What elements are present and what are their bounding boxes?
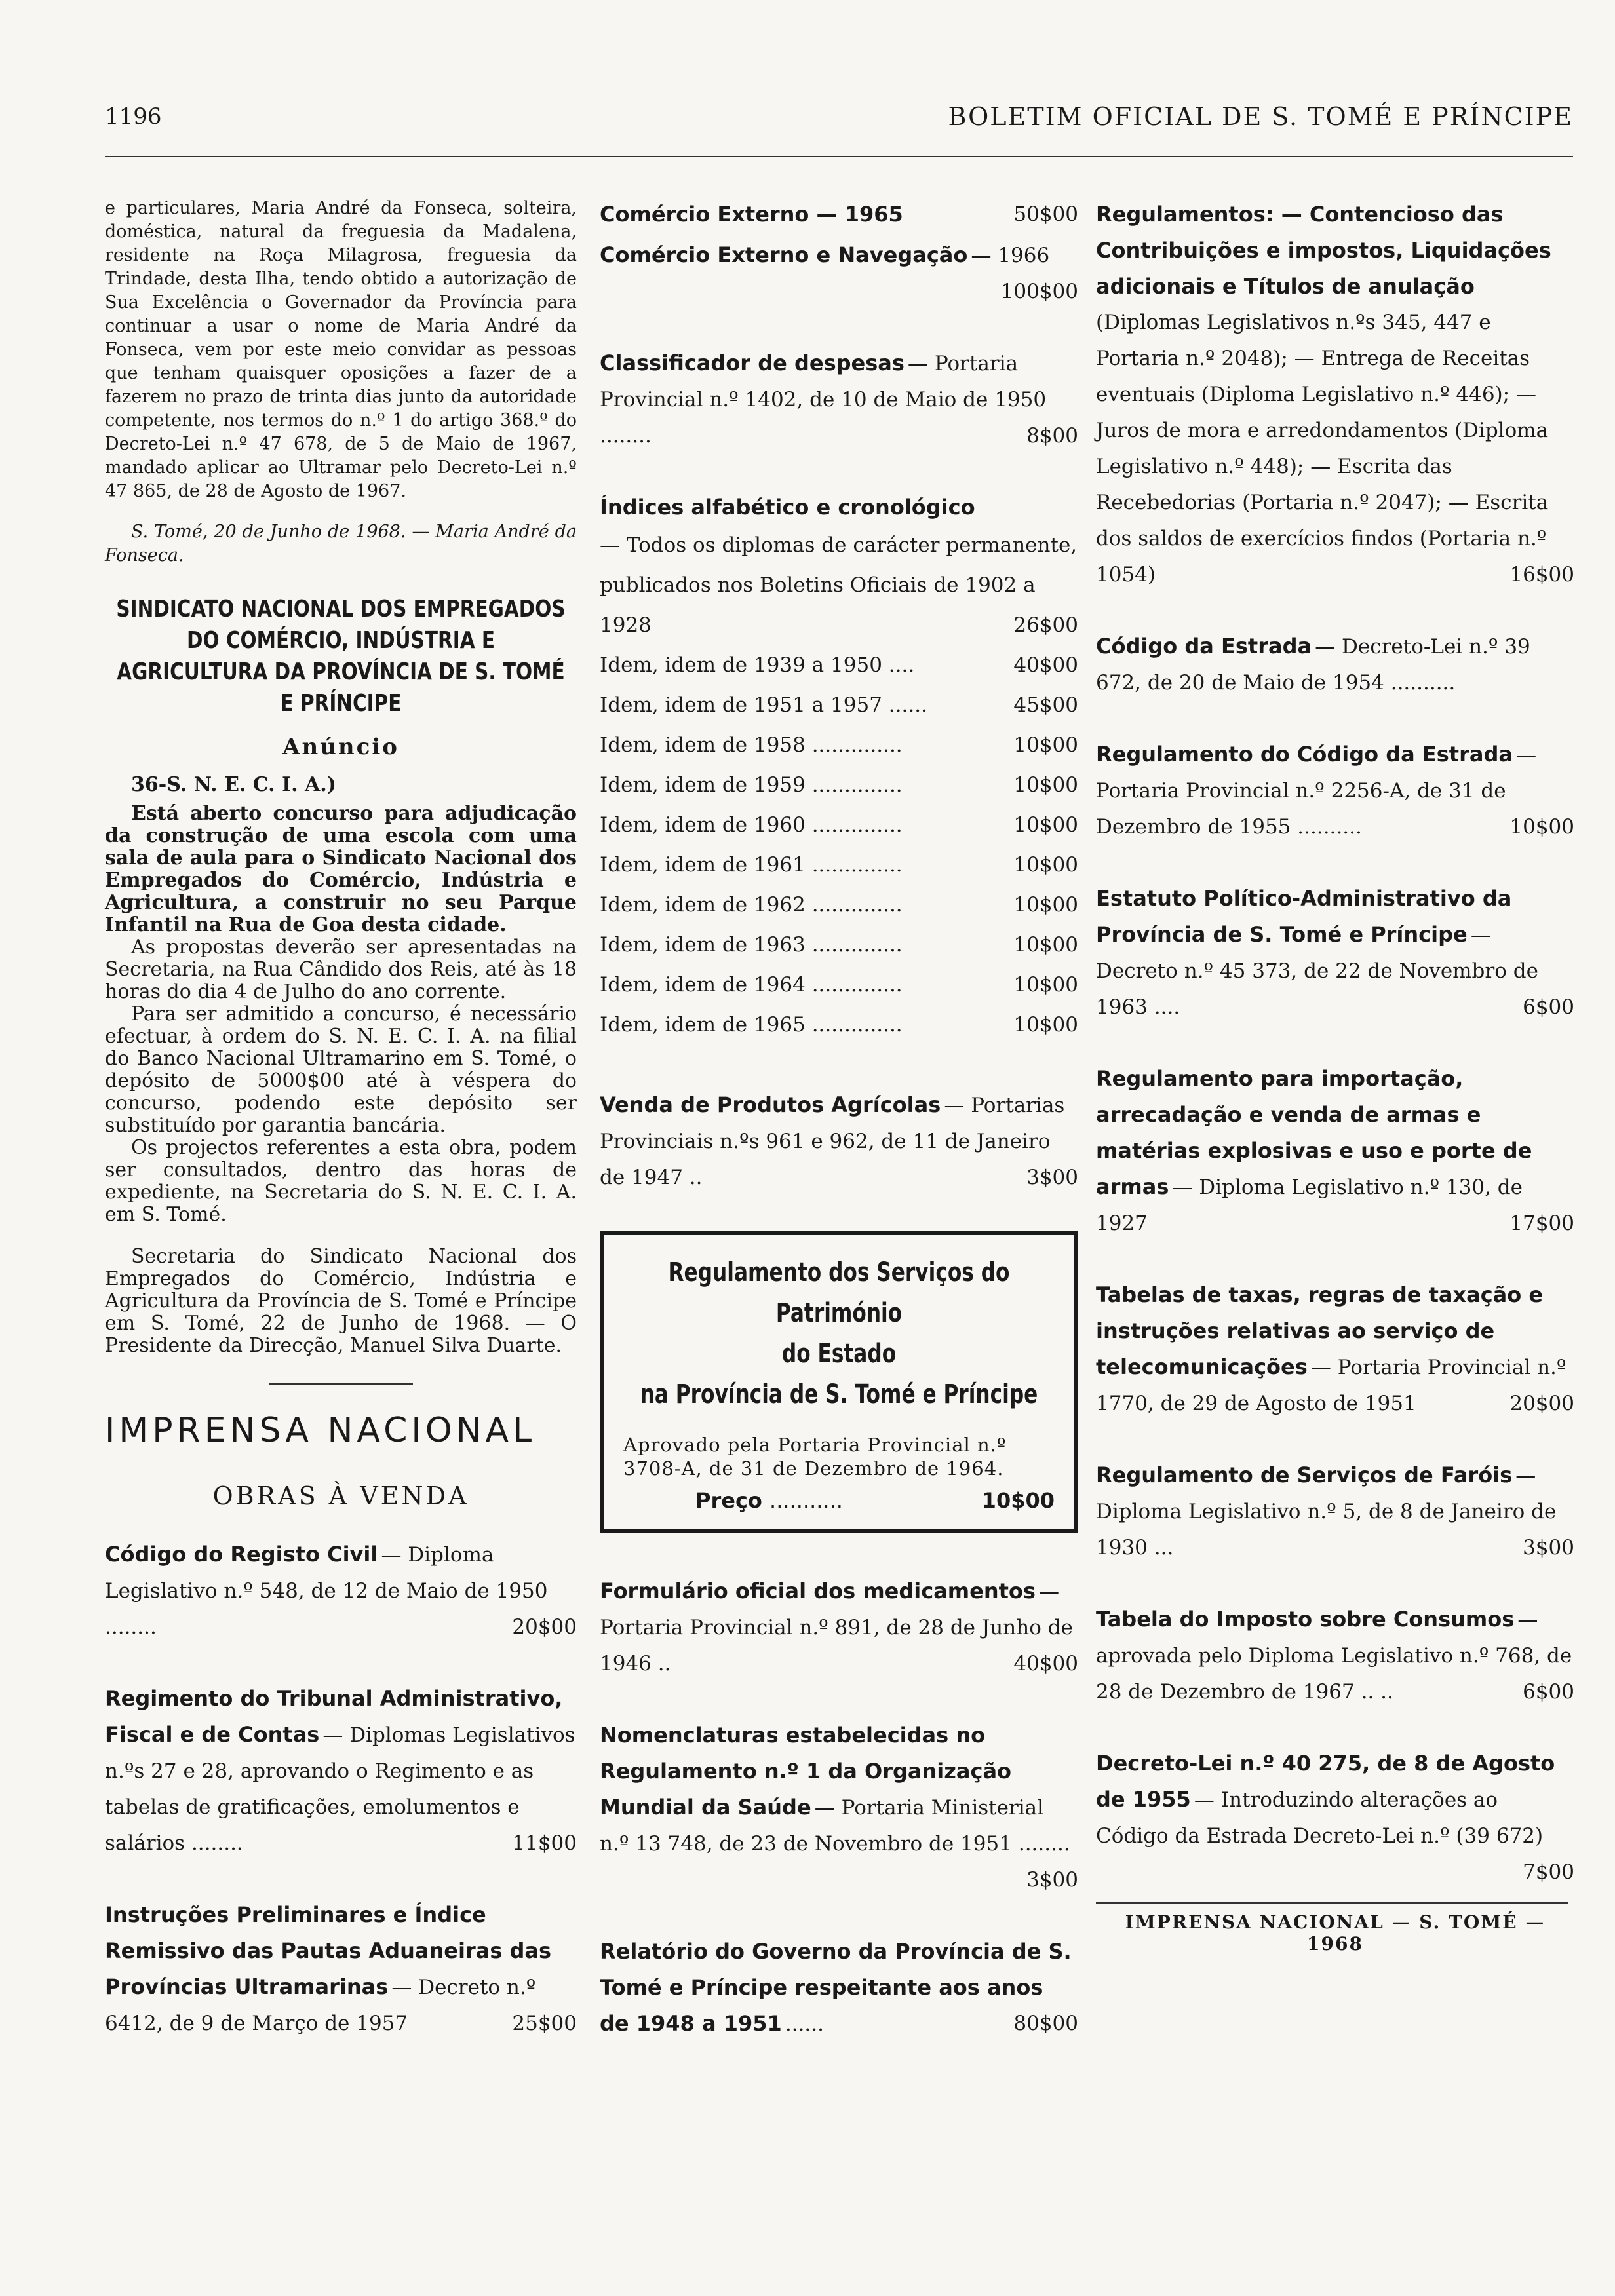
index-entry xyxy=(600,489,1078,645)
index-list xyxy=(600,645,1078,1045)
catalog-entry: Classificador de despesas — Portaria Provincial n.º 1402, de 10 de Maio de 1950 ........ 8$00 xyxy=(600,345,1078,454)
index-line-price: 10$00 xyxy=(1013,773,1078,797)
page-header xyxy=(105,98,1573,138)
entry-title: Nomenclaturas estabelecidas no Regulamento n.º 1 da Organização Mundial da Saúde xyxy=(600,1723,1012,1820)
obras-heading: OBRAS À VENDA xyxy=(212,1482,469,1510)
index-line-price: 10$00 xyxy=(1013,1013,1078,1037)
index-line-label: Idem, idem de 1951 a 1957 xyxy=(600,693,882,717)
index-line-label: Idem, idem de 1959 xyxy=(600,773,806,797)
entry-price: 50$00 xyxy=(1013,202,1078,226)
entry-price: 8$00 xyxy=(1026,424,1078,448)
colophon: IMPRENSA NACIONAL — S. TOMÉ — 1968 xyxy=(1125,1911,1546,1955)
catalog-entry xyxy=(1096,1277,1574,1422)
entry-desc: — Diploma Legislativo n.º 5, de 8 de Janeiro de 1930 xyxy=(1096,1464,1557,1559)
entry-price: 6$00 xyxy=(1523,1680,1574,1704)
entry-title: Estatuto Político-Administrativo da Província de S. Tomé e Príncipe xyxy=(1096,886,1512,947)
catalog-entry: Tabela do Imposto sobre Consumos — aprovada pelo Diploma Legislativo n.º 768, de 28 de Dezembro de 1967 .. .. 6$00 xyxy=(1096,1601,1574,1710)
entry-title: Código do Registo Civil xyxy=(105,1542,378,1567)
catalog-entry: Venda de Produtos Agrícolas — Portarias Provinciais n.ºs 961 e 962, de 11 de Janeiro de 1947 .. 3$00 xyxy=(600,1087,1078,1196)
catalog-entry: Código do Registo Civil — Diploma Legislativo n.º 548, de 12 de Maio de 1950 ........ 20$00 xyxy=(105,1537,577,1645)
catalog-entry xyxy=(1096,1746,1574,1890)
entry-price: 20$00 xyxy=(1509,1392,1574,1415)
notice-paragraph: Secretaria do Sindicato Nacional dos Empregados do Comércio, Indústria e Agricultura da Província de S. Tomé e Príncipe em S. Tomé, 22 de Junho de 1968. — O Presidente da Direcção, Manuel Silva Duarte. xyxy=(105,1245,577,1357)
notice-signoff: S. Tomé, 20 de Junho de 1968. — Maria André da Fonseca. xyxy=(105,522,577,565)
catalog-entry xyxy=(600,237,1078,310)
entry-price: 3$00 xyxy=(1523,1536,1574,1559)
entry-desc: — Portaria Ministerial n.º 13 748, de 23 de Novembro de 1951 xyxy=(600,1796,1044,1856)
index-line: Idem, idem de 1951 a 1957 ...... 45$00 xyxy=(600,685,1078,725)
page-number: 1196 xyxy=(105,104,162,130)
entry-desc: — Portarias Provinciais n.ºs 961 e 962, de 11 de Janeiro de 1947 xyxy=(600,1094,1065,1189)
entry-desc: — Diploma Legislativo n.º 548, de 12 de Maio de 1950 xyxy=(105,1543,548,1603)
entry-title: Comércio Externo e Navegação xyxy=(600,242,968,267)
index-line-price: 10$00 xyxy=(1013,853,1078,877)
box-title-line: do Estado xyxy=(781,1339,897,1369)
entry-desc: — Portaria Provincial n.º 891, de 28 de Junho de 1946 xyxy=(600,1580,1073,1675)
entry-title: Venda de Produtos Agrícolas xyxy=(600,1092,941,1117)
entry-title: Decreto-Lei n.º 40 275, de 8 de Agosto de 1955 xyxy=(1096,1751,1555,1812)
entry-title: Relatório do Governo da Província de S. Tomé e Príncipe respeitante aos anos de 1948 a 1951 xyxy=(600,1939,1072,2036)
imprensa-heading: IMPRENSA NACIONAL xyxy=(105,1411,536,1450)
column-left xyxy=(105,197,577,2077)
box-price-label: Preço xyxy=(695,1488,762,1513)
index-line: Idem, idem de 1963 .............. 10$00 xyxy=(600,925,1078,965)
index-desc: — Todos os diplomas de carácter permanente, publicados nos Boletins Oficiais de 1902 a 1928 xyxy=(600,533,1078,637)
anuncio-heading: Anúncio xyxy=(282,734,399,760)
index-line-price: 40$00 xyxy=(1013,653,1078,677)
index-line-price: 10$00 xyxy=(1013,733,1078,757)
entry-title: Tabelas de taxas, regras de taxação e instruções relativas ao serviço de telecomunicações xyxy=(1096,1282,1544,1379)
index-line-price: 10$00 xyxy=(1013,933,1078,957)
footer-rule xyxy=(1096,1902,1568,1904)
catalog-entry: Formulário oficial dos medicamentos — Portaria Provincial n.º 891, de 28 de Junho de 1946 .. 40$00 xyxy=(600,1573,1078,1682)
index-line-label: Idem, idem de 1960 xyxy=(600,813,806,837)
index-line-label: Idem, idem de 1961 xyxy=(600,853,806,877)
index-line-price: 10$00 xyxy=(1013,973,1078,997)
entry-title: Tabela do Imposto sobre Consumos xyxy=(1096,1607,1515,1632)
index-line-label: Idem, idem de 1962 xyxy=(600,893,806,917)
catalog-entry xyxy=(1096,197,1574,593)
notice-paragraph: Os projectos referentes a esta obra, podem ser consultados, dentro das horas de expediente, na Secretaria do S. N. E. C. I. A. em S. Tomé. xyxy=(105,1136,577,1226)
entry-price: 17$00 xyxy=(1509,1212,1574,1235)
index-price: 26$00 xyxy=(1013,613,1078,637)
entry-desc: — 1966 xyxy=(971,244,1050,267)
entry-price: 80$00 xyxy=(1013,2012,1078,2035)
entry-price: 10$00 xyxy=(1509,815,1574,839)
index-line-price: 45$00 xyxy=(1013,693,1078,717)
entry-title: Código da Estrada xyxy=(1096,634,1312,659)
catalog-entry: Relatório do Governo da Província de S. Tomé e Príncipe respeitante aos anos de 1948 a 1951 ...... 80$00 xyxy=(600,1934,1078,2042)
syndicate-title: SINDICATO NACIONAL DOS EMPREGADOS DO COMÉRCIO, INDÚSTRIA E AGRICULTURA DA PROVÍNCIA DE S. TOMÉ E PRÍNCIPE xyxy=(116,596,566,717)
catalog-entry xyxy=(1096,1061,1574,1242)
entry-desc: — Decreto n.º 45 373, de 22 de Novembro de 1963 xyxy=(1096,923,1538,1019)
entry-desc: — Diplomas Legislativos n.ºs 27 e 28, aprovando o Regimento e as tabelas de gratificações, emolumentos e salários xyxy=(105,1723,575,1855)
index-line-label: Idem, idem de 1958 xyxy=(600,733,806,757)
tender-notice xyxy=(105,803,577,1357)
entry-title: Regulamentos: — Contencioso das Contribuições e impostos, Liquidações adicionais e Títulos de anulação xyxy=(1096,202,1551,299)
entry-title: Regulamento do Código da Estrada xyxy=(1096,742,1513,767)
entry-price: 16$00 xyxy=(1509,563,1574,586)
entry-price: 25$00 xyxy=(512,2012,577,2035)
index-line: Idem, idem de 1965 .............. 10$00 xyxy=(600,1005,1078,1045)
notice-reference: 36-S. N. E. C. I. A.) xyxy=(131,773,336,796)
column-middle xyxy=(600,197,1078,2078)
continued-notice: e particulares, Maria André da Fonseca, solteira, doméstica, natural da freguesia da Madalena, residente na Roça Milagrosa, freguesia da Trindade, desta Ilha, tendo obtido a autorização de Sua Excelência o Governador da Província para continuar a usar o nome de Maria André da Fonseca, vem por este meio convidar as pessoas que tenham quaisquer oposições a fazer de a fazerem no prazo de trinta dias junto da autoridade competente, nos termos do n.º 1 do artigo 368.º do Decreto-Lei n.º 47 678, de 5 de Maio de 1967, mandado aplicar ao Ultramar pelo Decreto-Lei n.º 47 865, de 28 de Agosto de 1967. xyxy=(105,198,577,501)
entry-desc: — Introduzindo alterações ao Código da Estrada Decreto-Lei n.º (39 672) xyxy=(1096,1788,1544,1848)
index-line: Idem, idem de 1958 .............. 10$00 xyxy=(600,725,1078,765)
entry-title: Regimento do Tribunal Administrativo, Fiscal e de Contas xyxy=(105,1686,563,1747)
index-line: Idem, idem de 1939 a 1950 .... 40$00 xyxy=(600,645,1078,685)
index-line-price: 10$00 xyxy=(1013,893,1078,917)
entry-price: 3$00 xyxy=(1026,1868,1078,1892)
notice-paragraph: As propostas deverão ser apresentadas na Secretaria, na Rua Cândido dos Reis, até às 18 horas do dia 4 de Julho do ano corrente. xyxy=(105,936,577,1003)
index-line: Idem, idem de 1960 .............. 10$00 xyxy=(600,805,1078,845)
entry-desc: — aprovada pelo Diploma Legislativo n.º 768, de 28 de Dezembro de 1967 xyxy=(1096,1608,1572,1704)
catalog-entry: Regimento do Tribunal Administrativo, Fiscal e de Contas — Diplomas Legislativos n.ºs 27 e 28, aprovando o Regimento e as tabelas de gratificações, emolumentos e salários ........ 11$00 xyxy=(105,1681,577,1862)
box-body: Aprovado pela Portaria Provincial n.º 3708-A, de 31 de Dezembro de 1964. xyxy=(623,1434,1007,1480)
box-title-line: Regulamento dos Serviços do Património xyxy=(668,1257,1010,1328)
index-line-label: Idem, idem de 1963 xyxy=(600,933,806,957)
entry-desc: — Portaria Provincial n.º 2256-A, de 31 de Dezembro de 1955 xyxy=(1096,743,1537,839)
catalog-entry xyxy=(105,1897,577,2042)
entry-price: 7$00 xyxy=(1523,1860,1574,1884)
box-price-value: 10$00 xyxy=(981,1488,1055,1513)
box-title-line: na Província de S. Tomé e Príncipe xyxy=(640,1379,1038,1409)
section-divider xyxy=(269,1383,413,1385)
entry-desc: — Portaria Provincial n.º 1402, de 10 de Maio de 1950 xyxy=(600,352,1047,411)
entry-title: Regulamento de Serviços de Faróis xyxy=(1096,1463,1513,1487)
index-line: Idem, idem de 1962 .............. 10$00 xyxy=(600,885,1078,925)
entry-title: Formulário oficial dos medicamentos xyxy=(600,1578,1036,1603)
entry-desc: — Portaria Provincial n.º 1770, de 29 de Agosto de 1951 xyxy=(1096,1356,1566,1415)
patrimonio-box xyxy=(600,1231,1078,1533)
catalog-entry: Regulamento do Código da Estrada — Portaria Provincial n.º 2256-A, de 31 de Dezembro de 1955 .......... 10$00 xyxy=(1096,737,1574,845)
index-line: Idem, idem de 1959 .............. 10$00 xyxy=(600,765,1078,805)
column-right xyxy=(1096,197,1574,1955)
catalog-entry: Estatuto Político-Administrativo da Província de S. Tomé e Príncipe — Decreto n.º 45 373, de 22 de Novembro de 1963 .... 6$00 xyxy=(1096,881,1574,1025)
header-rule xyxy=(105,156,1573,157)
entry-title: Classificador de despesas xyxy=(600,351,905,375)
index-line-label: Idem, idem de 1965 xyxy=(600,1013,806,1037)
index-title: Índices alfabético e cronológico xyxy=(600,495,975,520)
entry-price: 11$00 xyxy=(512,1831,577,1855)
index-line-label: Idem, idem de 1964 xyxy=(600,973,806,997)
entry-desc: — Diploma Legislativo n.º 130, de 1927 xyxy=(1096,1176,1523,1235)
catalog-entry: Regulamento de Serviços de Faróis — Diploma Legislativo n.º 5, de 8 de Janeiro de 1930 ... 3$00 xyxy=(1096,1457,1574,1566)
entry-price: 3$00 xyxy=(1026,1166,1078,1189)
index-line-price: 10$00 xyxy=(1013,813,1078,837)
catalog-entry: Código da Estrada — Decreto-Lei n.º 39 672, de 20 de Maio de 1954 .......... xyxy=(1096,634,1530,695)
index-line-label: Idem, idem de 1939 a 1950 xyxy=(600,653,882,677)
catalog-entry xyxy=(600,197,1078,233)
entry-price: 40$00 xyxy=(1013,1652,1078,1675)
running-title: BOLETIM OFICIAL DE S. TOMÉ E PRÍNCIPE xyxy=(948,102,1573,131)
entry-title: Comércio Externo — 1965 xyxy=(600,202,903,227)
entry-desc: (Diplomas Legislativos n.ºs 345, 447 e Portaria n.º 2048); — Entrega de Receitas eventuais (Diploma Legislativo n.º 446); — Juros de mora e arredondamentos (Diploma Legislativo n.º 448); — Escrita das Recebedorias (Portaria n.º 2047); — Escrita dos saldos de exercícios findos (Portaria n.º 1054) xyxy=(1096,311,1549,586)
index-line: Idem, idem de 1964 .............. 10$00 xyxy=(600,965,1078,1005)
index-line: Idem, idem de 1961 .............. 10$00 xyxy=(600,845,1078,885)
entry-price: 100$00 xyxy=(1000,280,1078,303)
box-price-row: Preço ........... 10$00 xyxy=(695,1488,1055,1513)
entry-title: Regulamento para importação, arrecadação e venda de armas e matérias explosivas e uso e porte de armas xyxy=(1096,1066,1532,1199)
entry-price: 20$00 xyxy=(512,1615,577,1639)
entry-desc: — Decreto-Lei n.º 39 672, de 20 de Maio de 1954 xyxy=(1096,635,1530,695)
entry-title: Instruções Preliminares e Índice Remissivo das Pautas Aduaneiras das Províncias Ultramarinas xyxy=(105,1902,552,1999)
notice-paragraph: Está aberto concurso para adjudicação da construção de uma escola com uma sala de aula para o Sindicato Nacional dos Empregados do Comércio, Indústria e Agricultura, a construir no seu Parque Infantil na Rua de Goa desta cidade. xyxy=(105,802,577,936)
entry-price: 6$00 xyxy=(1523,995,1574,1019)
notice-paragraph: Para ser admitido a concurso, é necessário efectuar, à ordem do S. N. E. C. I. A. na filial do Banco Nacional Ultramarino em S. Tomé, o depósito de 5000$00 até à véspera do concurso, podendo este depósito ser substituído por garantia bancária. xyxy=(105,1003,577,1137)
catalog-entry: Nomenclaturas estabelecidas no Regulamento n.º 1 da Organização Mundial da Saúde — Portaria Ministerial n.º 13 748, de 23 de Novembro de 1951 ........ 3$00 xyxy=(600,1717,1078,1898)
entry-desc: — Decreto n.º 6412, de 9 de Março de 1957 xyxy=(105,1976,536,2035)
